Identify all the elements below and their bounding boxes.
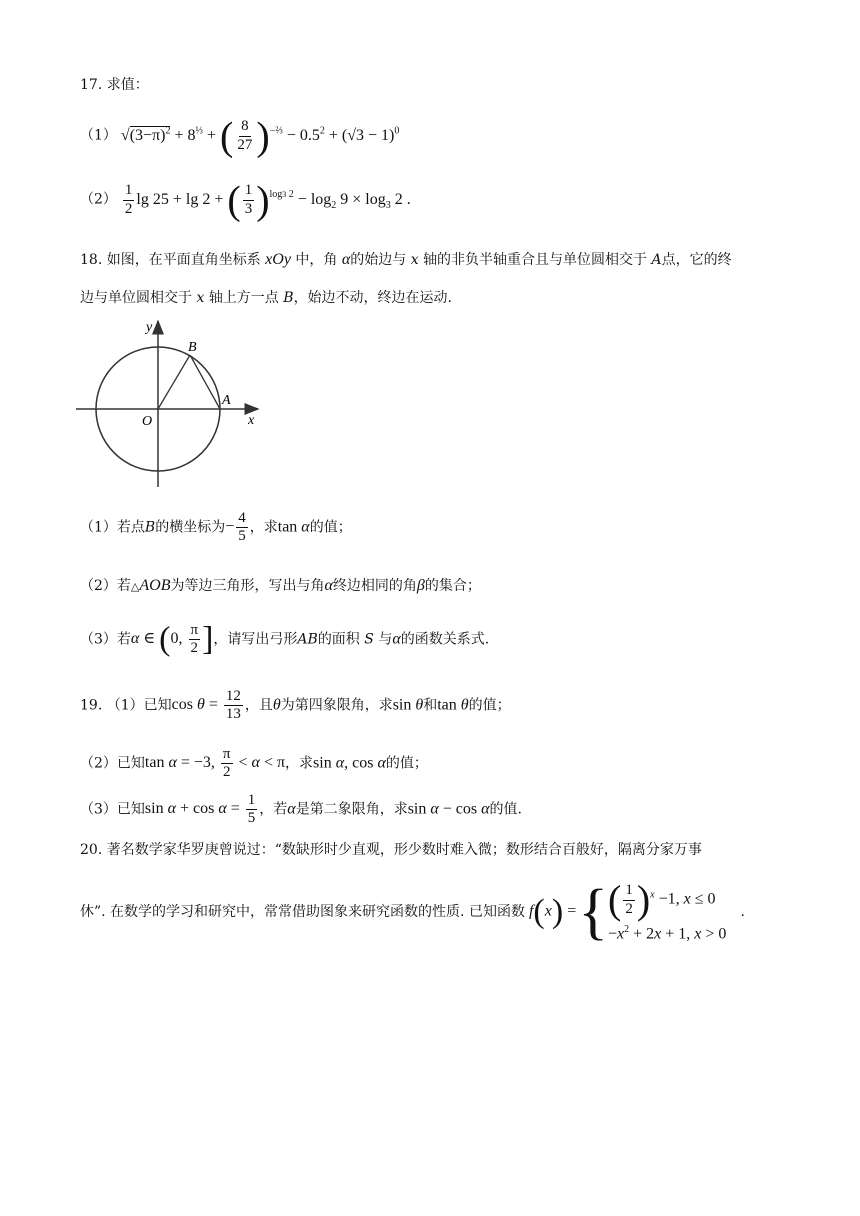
q17-part2-expr: $\frac{1}{2}$ lg 25 + lg 2 + ( $\frac{1}{3}$ )$^{log3 2} - \log_2 9 \times \log_3 2$ . — [124, 177, 411, 222]
q18-xoy: xOy — [265, 251, 291, 268]
q17-part2 — [80, 177, 411, 222]
q18-p3-b: ，请写出弓形 — [213, 631, 298, 648]
q19-part2 — [80, 746, 428, 782]
q19-p2-cond: tan α = −3, $\frac{\pi}{2}$ < α < π — [144, 746, 286, 781]
q19-p1-sin: sin θ — [392, 696, 424, 714]
q19-p1-cos: cos θ = $\frac{12}{13}$ — [171, 688, 241, 723]
q18-line2-c: ，始边不动，终边在运动. — [293, 290, 453, 306]
q18-p2-beta: β — [416, 577, 425, 594]
q19-part1 — [80, 688, 511, 724]
q17-title: 17. 求值： — [80, 77, 149, 93]
q18-p3-d: 与 — [378, 631, 393, 648]
q18-p1-c: ，求 — [249, 519, 278, 536]
q19-part3 — [80, 792, 522, 828]
q18-p2-alpha: α — [324, 577, 333, 594]
q18-p3-S: S — [359, 631, 379, 648]
q18-p3-c: 的面积 — [317, 631, 360, 648]
q18-line1-d: 轴的非负半轴重合且与单位圆相交于 — [423, 252, 648, 268]
q18-line2-b: 轴上方一点 — [208, 290, 279, 306]
q19-p2-b: ，求 — [285, 755, 314, 772]
q18-p1-d: 的值； — [309, 519, 352, 536]
q18-line1-a: 18. 如图，在平面直角坐标系 — [80, 252, 261, 268]
q18-p3-AB: AB — [297, 631, 318, 648]
label-B: B — [188, 340, 197, 355]
q19-p3-alpha: α — [287, 800, 296, 818]
q19-p3-target: sin α − cos α — [407, 800, 490, 818]
q19-p1-theta: θ — [272, 696, 281, 714]
q20-line1: 20. 著名数学家华罗庚曾说过：“数缺形时少直观，形少数时难入微；数形结合百般好，隔离分家万事 — [80, 842, 702, 858]
q19-p1-b: ，且 — [244, 697, 273, 714]
q18-part2 — [80, 576, 481, 595]
q18-part1 — [80, 510, 352, 546]
q17-part1-expr: $√(3-\pi)^2 + 8^{\frac{1}{3}}$ + ( $\frac{8}{27}$ )$^{-\frac{2}{3}} - 0.5^2 + (√3 - 1)^0$ — [120, 113, 400, 158]
label-y: y — [146, 320, 153, 335]
q19-p1-tan: tan θ — [437, 696, 469, 714]
label-A: A — [222, 393, 231, 408]
unit-circle-figure — [70, 315, 270, 495]
q18-p3-a: （3）若 — [80, 631, 131, 648]
segment-BA — [190, 355, 220, 409]
q18-line1-c: 的始边与 — [350, 252, 407, 268]
segment-OB — [158, 355, 190, 409]
q18-p2-triangle: △AOB — [130, 577, 171, 594]
label-x: x — [248, 413, 255, 428]
q18-x: x — [410, 252, 419, 268]
q18-line2 — [80, 290, 452, 307]
q20-line2-end: . — [740, 903, 745, 920]
q18-p1-b: 的横坐标为 — [155, 519, 226, 536]
q18-line2-a: 边与单位圆相交于 — [80, 290, 192, 306]
q19-p2-c: 的值； — [385, 755, 428, 772]
q19-p3-b: ，若 — [259, 801, 288, 818]
q17-part1 — [80, 113, 400, 158]
q18-line1-b: 中，角 — [295, 252, 338, 268]
q18-p1-B: B — [144, 519, 156, 536]
q18-alpha: α — [341, 251, 351, 268]
q19-p1-c: 为第四象限角，求 — [280, 697, 393, 714]
q18-p1-tan: tan α — [277, 518, 310, 536]
q19-p1-e: 的值； — [468, 697, 511, 714]
q19-p2-a: （2）已知 — [80, 755, 145, 772]
label-O: O — [142, 414, 153, 429]
q19-p2-target: sin α, cos α — [313, 754, 386, 772]
q18-line1-e: 点，它的终 — [661, 252, 732, 268]
q18-part3 — [80, 622, 489, 658]
q18-A: A — [651, 252, 662, 268]
q18-p2-a: （2）若 — [80, 578, 131, 594]
q19-p3-d: 的值. — [489, 801, 522, 818]
q19-p1-a: 19. （1）已知 — [80, 697, 172, 714]
q18-p3-e: 的函数关系式. — [400, 631, 490, 648]
q20-function-def: f(x) = { ( $\frac{1}{2}$ )$^x$ −1, x ≤ 0 $-x^2 + 2x + 1$, x > 0 — [528, 877, 727, 946]
q18-line1 — [80, 250, 732, 269]
q17-part1-label: （1） — [80, 127, 117, 144]
q17-part2-label: （2） — [80, 191, 117, 208]
q19-p3-cond: sin α + cos α = $\frac{1}{5}$ — [144, 792, 256, 827]
q18-p3-alpha: α — [392, 630, 401, 648]
q18-p2-b: 为等边三角形，写出与角 — [170, 578, 325, 594]
q18-p2-d: 的集合； — [424, 578, 481, 594]
q20-line2-text: 休”. 在数学的学习和研究中，常常借助图象来研究函数的性质. 已知函数 — [80, 903, 525, 920]
q19-p3-c: 是第二象限角，求 — [295, 801, 408, 818]
q19-p1-d: 和 — [423, 697, 438, 714]
q18-p2-c: 终边相同的角 — [332, 578, 417, 594]
q18-B: B — [283, 290, 294, 306]
q18-p3-interval: α ∈ (0, $\frac{\pi}{2}$ ] — [130, 620, 214, 658]
q18-x2: x — [196, 290, 205, 306]
q19-p3-a: （3）已知 — [80, 801, 145, 818]
q18-p1-frac: − $\frac{4}{5}$ — [225, 510, 246, 545]
q18-p1-a: （1）若点 — [80, 519, 145, 536]
q20-line2 — [80, 872, 745, 952]
